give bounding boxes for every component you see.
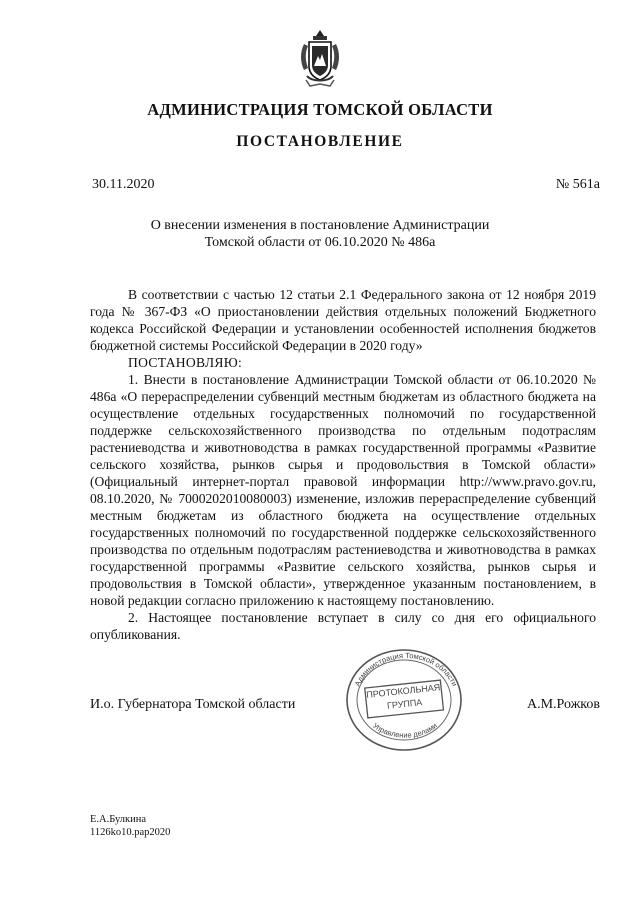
decree-word: ПОСТАНОВЛЯЮ: bbox=[128, 355, 243, 370]
document-subject bbox=[120, 217, 520, 251]
stamp-ring-text: Администрация Томской области bbox=[352, 650, 460, 688]
document-date: 30.11.2020 bbox=[92, 177, 155, 192]
coat-of-arms-icon bbox=[298, 28, 342, 90]
organization-title: АДМИНИСТРАЦИЯ ТОМСКОЙ ОБЛАСТИ bbox=[147, 100, 493, 119]
executor-name: Е.А.Булкина bbox=[90, 814, 147, 825]
file-reference: 1126ko10.рар2020 bbox=[90, 827, 171, 838]
official-stamp bbox=[338, 642, 468, 754]
document-number: № 561а bbox=[555, 177, 600, 192]
subject-line: Томской области от 06.10.2020 № 486а bbox=[204, 235, 436, 250]
signer-position: И.о. Губернатора Томской области bbox=[90, 697, 296, 712]
svg-text:Администрация Томской области bbox=[353, 651, 460, 688]
clause-1-paragraph: 1. Внести в постановление Администрации Томской области от 06.10.2020 № 486а «О перераспределении субвенций местным бюджетам из областного бюджета на осуществление отдельных государственных полномочий по государственной поддержке сельскохозяйственного производства по отдельным подотраслям растениеводства и животноводства в рамках государственной программы «Развитие сельского хозяйства, рынков сырья и продовольствия в Томской области» (Официальный интернет-портал правовой информации http://www.pravo.gov.ru, 08.10.2020, № 7000202010080003) изменение, изложив перераспределение субвенций местным бюджетам из областного бюджета на осуществление отдельных государственных полномочий по государственной поддержке сельскохозяйственного производства по отдельным подотраслям растениеводства и животноводства в рамках государственной программы «Развитие сельского хозяйства, рынков сырья и продовольствия в Томской области», утвержденное указанным постановлением, в новой редакции согласно приложению к настоящему постановлению. bbox=[90, 372, 596, 608]
preamble-paragraph: В соответствии с частью 12 статьи 2.1 Федерального закона от 12 ноября 2019 года № 367-ФЗ «О приостановлении действия отдельных положений Бюджетного кодекса Российской Федерации и установлении особенностей исполнения бюджетов бюджетной системы Российской Федерации в 2020 году» bbox=[90, 287, 596, 353]
subject-line: О внесении изменения в постановление Администрации bbox=[150, 218, 490, 233]
document-body bbox=[90, 286, 596, 643]
svg-text:Управление делами bbox=[371, 721, 439, 740]
stamp-bottom-text: Управление делами bbox=[371, 720, 439, 740]
document-type-heading: ПОСТАНОВЛЕНИЕ bbox=[236, 133, 404, 150]
stamp-center-text: ПРОТОКОЛЬНАЯ ГРУППА bbox=[365, 682, 441, 711]
signer-name: А.М.Рожков bbox=[526, 697, 600, 712]
clause-2-paragraph: 2. Настоящее постановление вступает в силу со дня его официального опубликования. bbox=[90, 610, 596, 642]
